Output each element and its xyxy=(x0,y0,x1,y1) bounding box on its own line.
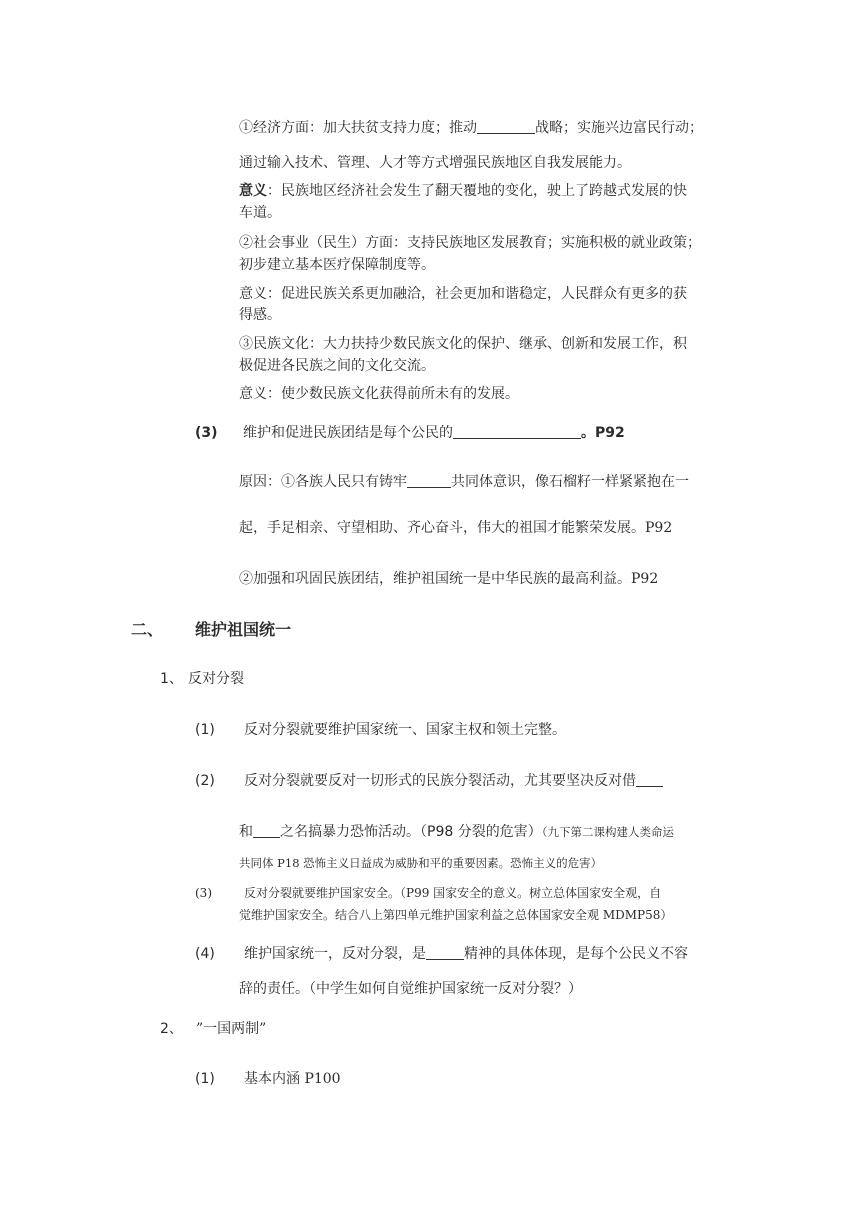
sub1-item2-cont-2: 共同体 P18 恐怖主义日益成为威胁和平的重要因素。恐怖主义的危害） xyxy=(239,856,603,870)
item3-reason-1 xyxy=(239,472,689,492)
sub2-item1-text: 基本内涵 P100 xyxy=(244,1071,341,1087)
section-2-number: 二、 xyxy=(131,620,164,639)
sub1-item3-text: 反对分裂就要维护国家安全。（P99 国家安全的意义。树立总体国家安全观，自 xyxy=(244,886,662,900)
economy-line-2: 通过输入技术、管理、人才等方式增强民族地区自我发展能力。 xyxy=(239,155,631,171)
item2-cont-ref: （九下第二课构建人类命运 xyxy=(541,825,674,839)
economy-meaning-cont: 车道。 xyxy=(239,205,281,221)
answer-blank[interactable] xyxy=(426,945,464,960)
economy-text-b: 战略；实施兴边富民行动； xyxy=(535,120,703,136)
item2-cont-b: 之名搞暴力恐怖活动。 xyxy=(280,824,420,840)
sub1-item3-number: (3) xyxy=(195,886,212,900)
item4-text-b: 精神的具体体现，是每个公民义不容 xyxy=(464,946,688,962)
sub1-item4-text xyxy=(244,944,688,964)
reason-text-b: 共同体意识，像石榴籽一样紧紧抱在一 xyxy=(451,474,689,490)
culture-line-1: ③民族文化：大力扶持少数民族文化的保护、继承、创新和发展工作，积 xyxy=(239,336,687,352)
sub1-item2-number: (2) xyxy=(195,773,215,789)
meaning-label: 意义 xyxy=(239,183,267,199)
culture-meaning: 意义：使少数民族文化获得前所未有的发展。 xyxy=(239,386,519,402)
item2-text: 反对分裂就要反对一切形式的民族分裂活动，尤其要坚决反对借 xyxy=(244,773,636,789)
answer-blank[interactable] xyxy=(453,424,581,439)
sub1-title: 反对分裂 xyxy=(188,671,244,687)
answer-blank[interactable] xyxy=(407,473,451,488)
sub1-item1-text: 反对分裂就要维护国家统一、国家主权和领土完整。 xyxy=(244,722,566,738)
answer-blank[interactable] xyxy=(636,772,663,787)
item2-cont-note: （P98 分裂的危害） xyxy=(420,824,542,840)
item3-number: (3) xyxy=(195,425,218,441)
sub2-title: ”一国两制” xyxy=(196,1021,267,1037)
social-meaning-2: 得感。 xyxy=(239,307,281,323)
economy-text-a: ①经济方面：加大扶贫支持力度；推动 xyxy=(239,120,477,136)
answer-blank[interactable] xyxy=(477,119,535,134)
reason-text-a: 原因：①各族人民只有铸牢 xyxy=(239,474,407,490)
item2-cont-a: 和 xyxy=(239,824,253,840)
culture-line-2: 极促进各民族之间的文化交流。 xyxy=(239,358,435,374)
sub1-item4-cont: 辞的责任。（中学生如何自觉维护国家统一反对分裂？） xyxy=(239,981,582,997)
economy-line-1 xyxy=(239,118,703,138)
social-meaning-1: 意义：促进民族关系更加融洽，社会更加和谐稳定，人民群众有更多的获 xyxy=(239,286,687,302)
item3-text-b: 。P92 xyxy=(581,425,625,441)
item3-reason-2: 起，手足相亲、守望相助、齐心奋斗，伟大的祖国才能繁荣发展。P92 xyxy=(239,520,673,536)
sub1-item2-text xyxy=(244,771,663,791)
item3-text-a: 维护和促进民族团结是每个公民的 xyxy=(243,425,453,441)
answer-blank[interactable] xyxy=(253,823,280,838)
section-2-title: 维护祖国统一 xyxy=(195,620,292,639)
sub1-item4-number: (4) xyxy=(195,946,215,962)
meaning-text: ：民族地区经济社会发生了翻天覆地的变化，驶上了跨越式发展的快 xyxy=(267,183,687,199)
sub1-item1-number: (1) xyxy=(195,722,215,738)
sub1-number: 1、 xyxy=(160,671,183,687)
social-line-1: ②社会事业（民生）方面：支持民族地区发展教育；实施积极的就业政策； xyxy=(239,235,701,251)
sub1-item3-cont: 觉维护国家安全。结合八上第四单元维护国家利益之总体国家安全观 MDMP58） xyxy=(239,908,673,922)
economy-meaning xyxy=(239,181,687,201)
sub2-number: 2、 xyxy=(160,1021,183,1037)
item4-text-a: 维护国家统一，反对分裂，是 xyxy=(244,946,426,962)
social-line-2: 初步建立基本医疗保障制度等。 xyxy=(239,257,435,273)
sub2-item1-number: (1) xyxy=(195,1071,215,1087)
sub1-item2-cont xyxy=(239,822,674,842)
item3-statement xyxy=(243,423,625,443)
item3-reason-3: ②加强和巩固民族团结，维护祖国统一是中华民族的最高利益。P92 xyxy=(239,571,659,587)
